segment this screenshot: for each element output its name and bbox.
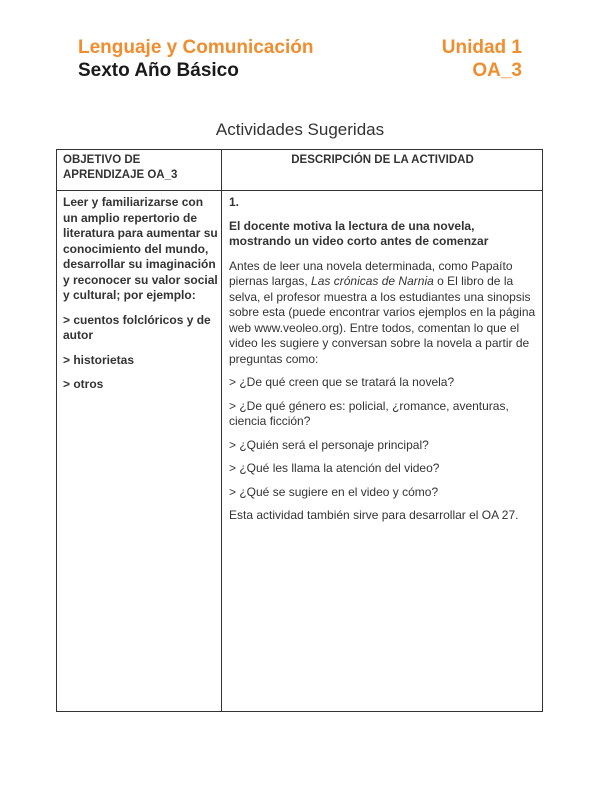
activity-cell	[229, 195, 537, 532]
activity-question: > ¿Quién será el personaje principal?	[229, 437, 429, 452]
activity-number: 1.	[229, 195, 240, 209]
column-divider	[221, 150, 222, 711]
activity-title: El docente motiva la lectura de una novela, mostrando un video corto antes de comenzar	[229, 218, 489, 248]
unit-label: Unidad 1	[441, 37, 522, 58]
intro-text-italic: Las crónicas de Narnia	[311, 274, 434, 288]
header-row-divider	[57, 190, 542, 191]
activity-question: > ¿De qué género es: policial, ¿romance, aventuras, ciencia ficción?	[229, 398, 509, 428]
activity-question: > ¿Qué les llama la atención del video?	[229, 461, 440, 475]
objective-item: > cuentos folclóricos y de autor	[63, 312, 211, 342]
oa-label: OA_3	[472, 60, 522, 81]
page-header	[78, 36, 522, 82]
objective-column-header: OBJETIVO DE APRENDIZAJE OA_3	[63, 154, 178, 181]
objective-item: > otros	[63, 377, 104, 391]
objective-item: > historietas	[63, 352, 135, 367]
activity-question: > ¿Qué se sugiere en el video y cómo?	[229, 484, 439, 499]
objective-cell	[63, 195, 219, 402]
activity-question: > ¿De qué creen que se tratará la novela?	[229, 375, 455, 389]
header-row-top	[78, 36, 522, 59]
description-column-header: DESCRIPCIÓN DE LA ACTIVIDAD	[291, 154, 474, 166]
header-row-bottom	[78, 59, 522, 82]
activity-intro	[229, 259, 537, 368]
activity-closing: Esta actividad también sirve para desarrollar el OA 27.	[229, 508, 519, 522]
section-title: Actividades Sugeridas	[215, 120, 385, 139]
intro-text-after: o El libro de la selva, el profesor muestra a los estudiantes una sinopsis sobre esta (puede encontrar varios ejemplos en la página web www.veoleo.org). Entre todos, comentan lo que el video les sugiere y conversan sobre la novela a partir de preguntas como:	[229, 274, 536, 366]
intro-text-before: Antes de leer una novela determinada, como Papaíto piernas largas,	[229, 258, 513, 288]
grade-label: Sexto Año Básico	[78, 60, 239, 81]
objective-text: Leer y familiarizarse con un amplio repertorio de literatura para aumentar su conocimiento del mundo, desarrollar su imaginación y reconocer su valor social y cultural; por ejemplo:	[63, 195, 218, 302]
subject-title: Lenguaje y Comunicación	[78, 37, 314, 58]
activities-table	[56, 149, 543, 712]
